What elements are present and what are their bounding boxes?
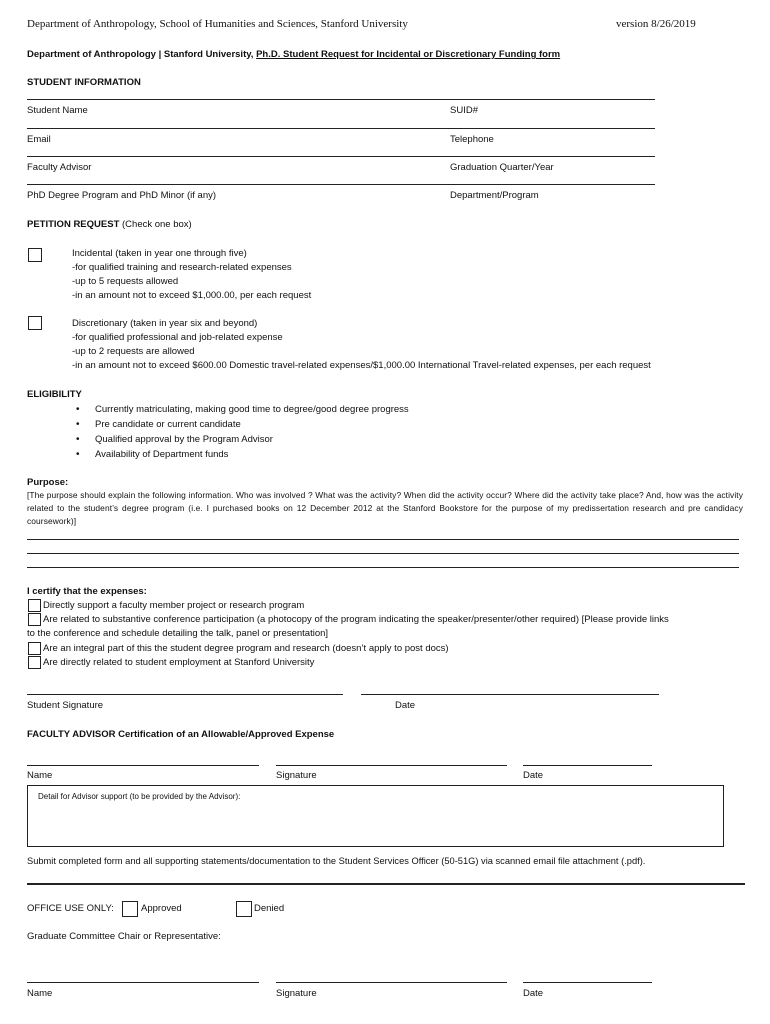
incidental-checkbox[interactable] [28,248,42,262]
certify-checkbox-4[interactable] [28,656,41,669]
certify-item-2-continued: to the conference and schedule detailing the talk, panel or presentation] [27,628,329,639]
submit-instructions: Submit completed form and all supporting statements/documentation to the Student Services Officer (50-51G) via scanned email file attachment (.pdf). [27,856,646,866]
approved-checkbox[interactable] [122,901,138,917]
petition-heading [27,219,192,230]
eligibility-item: Availability of Department funds [95,449,229,460]
student-signature-label: Student Signature [27,700,104,711]
certify-item-2: Are related to substantive conference participation (a photocopy of the program indicating the speaker/presenter/other required) [Please provide links [43,614,669,625]
graduation-label: Graduation Quarter/Year [450,162,554,173]
student-name-line[interactable] [27,99,655,100]
bullet-icon: • [76,419,80,430]
purpose-instructions: [The purpose should explain the following information. Who was involved ? What was the activity? When did the activity occur? Where did the activity take place? And, how was the activity related to the student’s degree program (i.e. I purchased books on 12 December 2012 at the Stanford Bookstore for the purpose of my predissertation research and pre candidacy coursework)] [27,490,743,526]
purpose-line-2[interactable] [27,553,739,554]
purpose-line-1[interactable] [27,539,739,540]
committee-name-line[interactable] [27,982,259,983]
certify-checkbox-3[interactable] [28,642,41,655]
certify-item-1: Directly support a faculty member project or research program [43,600,305,611]
form-title-prefix: Department of Anthropology | Stanford University, [27,49,257,60]
discretionary-checkbox[interactable] [28,316,42,330]
discretionary-line-1: Discretionary (taken in year six and beyond) [72,318,258,329]
incidental-line-2: -for qualified training and research-related expenses [72,262,292,273]
bullet-icon: • [76,404,80,415]
discretionary-line-4: -in an amount not to exceed $600.00 Domestic travel-related expenses/$1,000.00 International Travel-related expenses, per each request [72,360,651,371]
suid-label: SUID# [450,105,478,116]
incidental-line-3: -up to 5 requests allowed [72,276,179,287]
form-title-name: Ph.D. Student Request for Incidental or Discretionary Funding form [256,49,561,60]
advisor-name-line[interactable] [27,765,259,766]
section-divider [27,883,745,885]
committee-date-label: Date [523,988,544,999]
purpose-line-3[interactable] [27,567,739,568]
student-date-label: Date [395,700,416,711]
header-department: Department of Anthropology, School of Humanities and Sciences, Stanford University [27,18,408,30]
email-label: Email [27,134,51,145]
eligibility-item: Pre candidate or current candidate [95,419,241,430]
committee-date-line[interactable] [523,982,652,983]
certify-checkbox-2[interactable] [28,613,41,626]
office-use-label: OFFICE USE ONLY: [27,903,114,914]
petition-heading-label: PETITION REQUEST [27,219,120,230]
discretionary-line-3: -up to 2 requests are allowed [72,346,195,357]
advisor-detail-label: Detail for Advisor support (to be provided by the Advisor): [38,792,241,801]
discretionary-line-2: -for qualified professional and job-related expense [72,332,283,343]
certify-checkbox-1[interactable] [28,599,41,612]
purpose-heading: Purpose: [27,477,69,488]
advisor-signature-line[interactable] [276,765,507,766]
committee-signature-label: Signature [276,988,317,999]
advisor-detail-box[interactable] [27,785,724,847]
telephone-label: Telephone [450,134,494,145]
department-label: Department/Program [450,190,539,201]
eligibility-heading: ELIGIBILITY [27,389,82,400]
student-name-label: Student Name [27,105,88,116]
faculty-advisor-line[interactable] [27,156,655,157]
advisor-signature-label: Signature [276,770,317,781]
advisor-heading: FACULTY ADVISOR Certification of an Allowable/Approved Expense [27,729,335,740]
denied-checkbox[interactable] [236,901,252,917]
committee-label: Graduate Committee Chair or Representative: [27,931,221,942]
degree-program-label: PhD Degree Program and PhD Minor (if any) [27,190,217,201]
incidental-line-1: Incidental (taken in year one through five) [72,248,247,259]
degree-program-line[interactable] [27,184,655,185]
approved-label: Approved [141,903,182,914]
advisor-date-label: Date [523,770,544,781]
header-version: version 8/26/2019 [616,18,696,30]
form-title [27,49,560,60]
advisor-name-label: Name [27,770,53,781]
certify-item-4: Are directly related to student employment at Stanford University [43,657,315,668]
student-date-line[interactable] [361,694,659,695]
student-signature-line[interactable] [27,694,343,695]
advisor-date-line[interactable] [523,765,652,766]
bullet-icon: • [76,449,80,460]
committee-name-label: Name [27,988,53,999]
eligibility-item: Currently matriculating, making good time to degree/good degree progress [95,404,409,415]
eligibility-item: Qualified approval by the Program Advisor [95,434,273,445]
certify-item-3: Are an integral part of this the student degree program and research (doesn’t apply to post docs) [43,643,449,654]
faculty-advisor-label: Faculty Advisor [27,162,92,173]
denied-label: Denied [254,903,285,914]
petition-heading-note: (Check one box) [119,219,192,230]
email-line[interactable] [27,128,655,129]
committee-signature-line[interactable] [276,982,507,983]
student-info-heading: STUDENT INFORMATION [27,77,141,88]
certify-heading: I certify that the expenses: [27,586,147,597]
bullet-icon: • [76,434,80,445]
incidental-line-4: -in an amount not to exceed $1,000.00, per each request [72,290,312,301]
